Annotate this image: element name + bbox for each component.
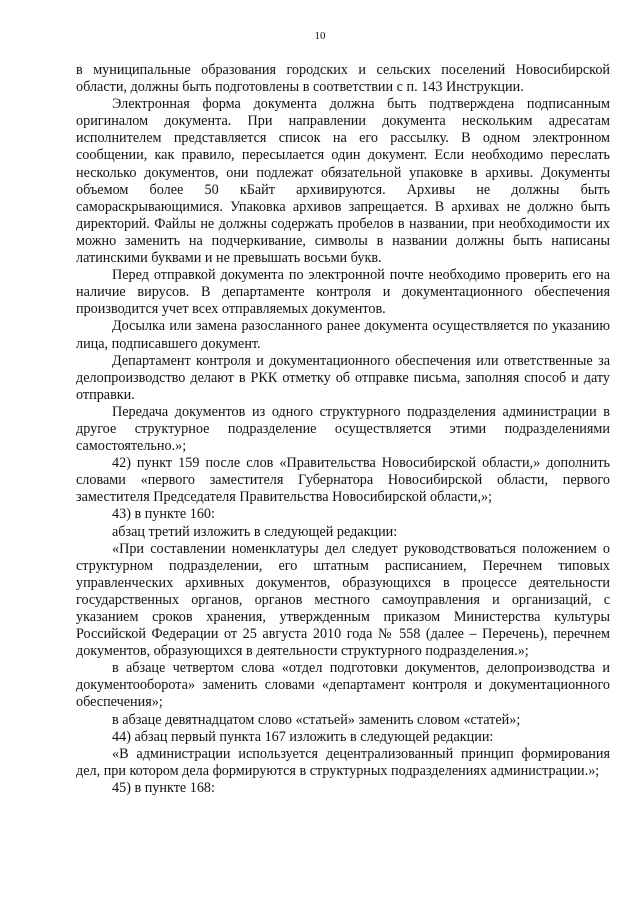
paragraph-5: Департамент контроля и документационного обеспечения или ответственные за делопроизводство делают в РКК отметку об отправке письма, заполняя способ и дату отправки. — [76, 352, 610, 403]
paragraph-8: 43) в пункте 160: — [112, 506, 215, 523]
document-body — [76, 62, 610, 797]
paragraph-3: Перед отправкой документа по электронной почте необходимо проверить его на наличие вирусов. В департаменте контроля и документационного обеспечения производится учет всех отправляемых документов. — [76, 267, 610, 318]
paragraph-1: в муниципальные образования городских и сельских поселений Новосибирской области, должны быть подготовлены в соответствии с п. 143 Инструкции. — [76, 62, 610, 96]
paragraph-2: Электронная форма документа должна быть подтверждена подписанным оригиналом документа. При направлении документа нескольким адресатам исполнителем представляется список на его рассылку. В одном электронном сообщении, как правило, пересылается один документ. Если необходимо переслать несколько документов, они подлежат обязательной упаковке в архивы. Документы объемом более 50 кБайт архивируются. Архивы не должны быть самораскрывающимися. Упаковка архивов запрещается. В архивах не должно быть директорий. Файлы не должны содержать пробелов в названии, при необходимости их можно заменить на подчеркивание, символы в названии должны быть написаны латинскими буквами и не превышать восьми букв. — [76, 96, 610, 267]
paragraph-15: 45) в пункте 168: — [112, 779, 215, 796]
paragraph-9: абзац третий изложить в следующей редакции: — [112, 523, 398, 540]
paragraph-13: 44) абзац первый пункта 167 изложить в следующей редакции: — [112, 728, 494, 745]
paragraph-6: Передача документов из одного структурного подразделения администрации в другое структурное подразделение осуществляется этими подразделениями самостоятельно.»; — [76, 403, 610, 455]
paragraph-7: 42) пункт 159 после слов «Правительства Новосибирской области,» дополнить словами «первого заместителя Губернатора Новосибирской области, первого заместителя Председателя Правительства Новосибирской области,»; — [76, 455, 610, 506]
paragraph-4: Досылка или замена разосланного ранее документа осуществляется по указанию лица, подписавшего документ. — [76, 318, 610, 352]
paragraph-11: в абзаце четвертом слова «отдел подготовки документов, делопроизводства и документооборота» заменить словами «департамент контроля и документационного обеспечения»; — [76, 660, 610, 711]
paragraph-12: в абзаце девятнадцатом слово «статьей» заменить словом «статей»; — [112, 711, 521, 728]
page-number: 10 — [314, 30, 326, 42]
paragraph-10: «При составлении номенклатуры дел следует руководствоваться положением о структурном подразделении, его штатным расписанием, Перечнем типовых управленческих архивных документов, образующихся в процессе деятельности государственных органов, органов местного самоуправления и организаций, с указанием сроков хранения, утвержденным приказом Министерства культуры Российской Федерации от 25 августа 2010 года № 558 (далее – Перечень), перечнем документов, образующихся в деятельности структурного подразделения.»; — [76, 540, 610, 660]
paragraph-14: «В администрации используется децентрализованный принцип формирования дел, при котором дела формируются в структурных подразделениях администрации.»; — [76, 745, 610, 779]
